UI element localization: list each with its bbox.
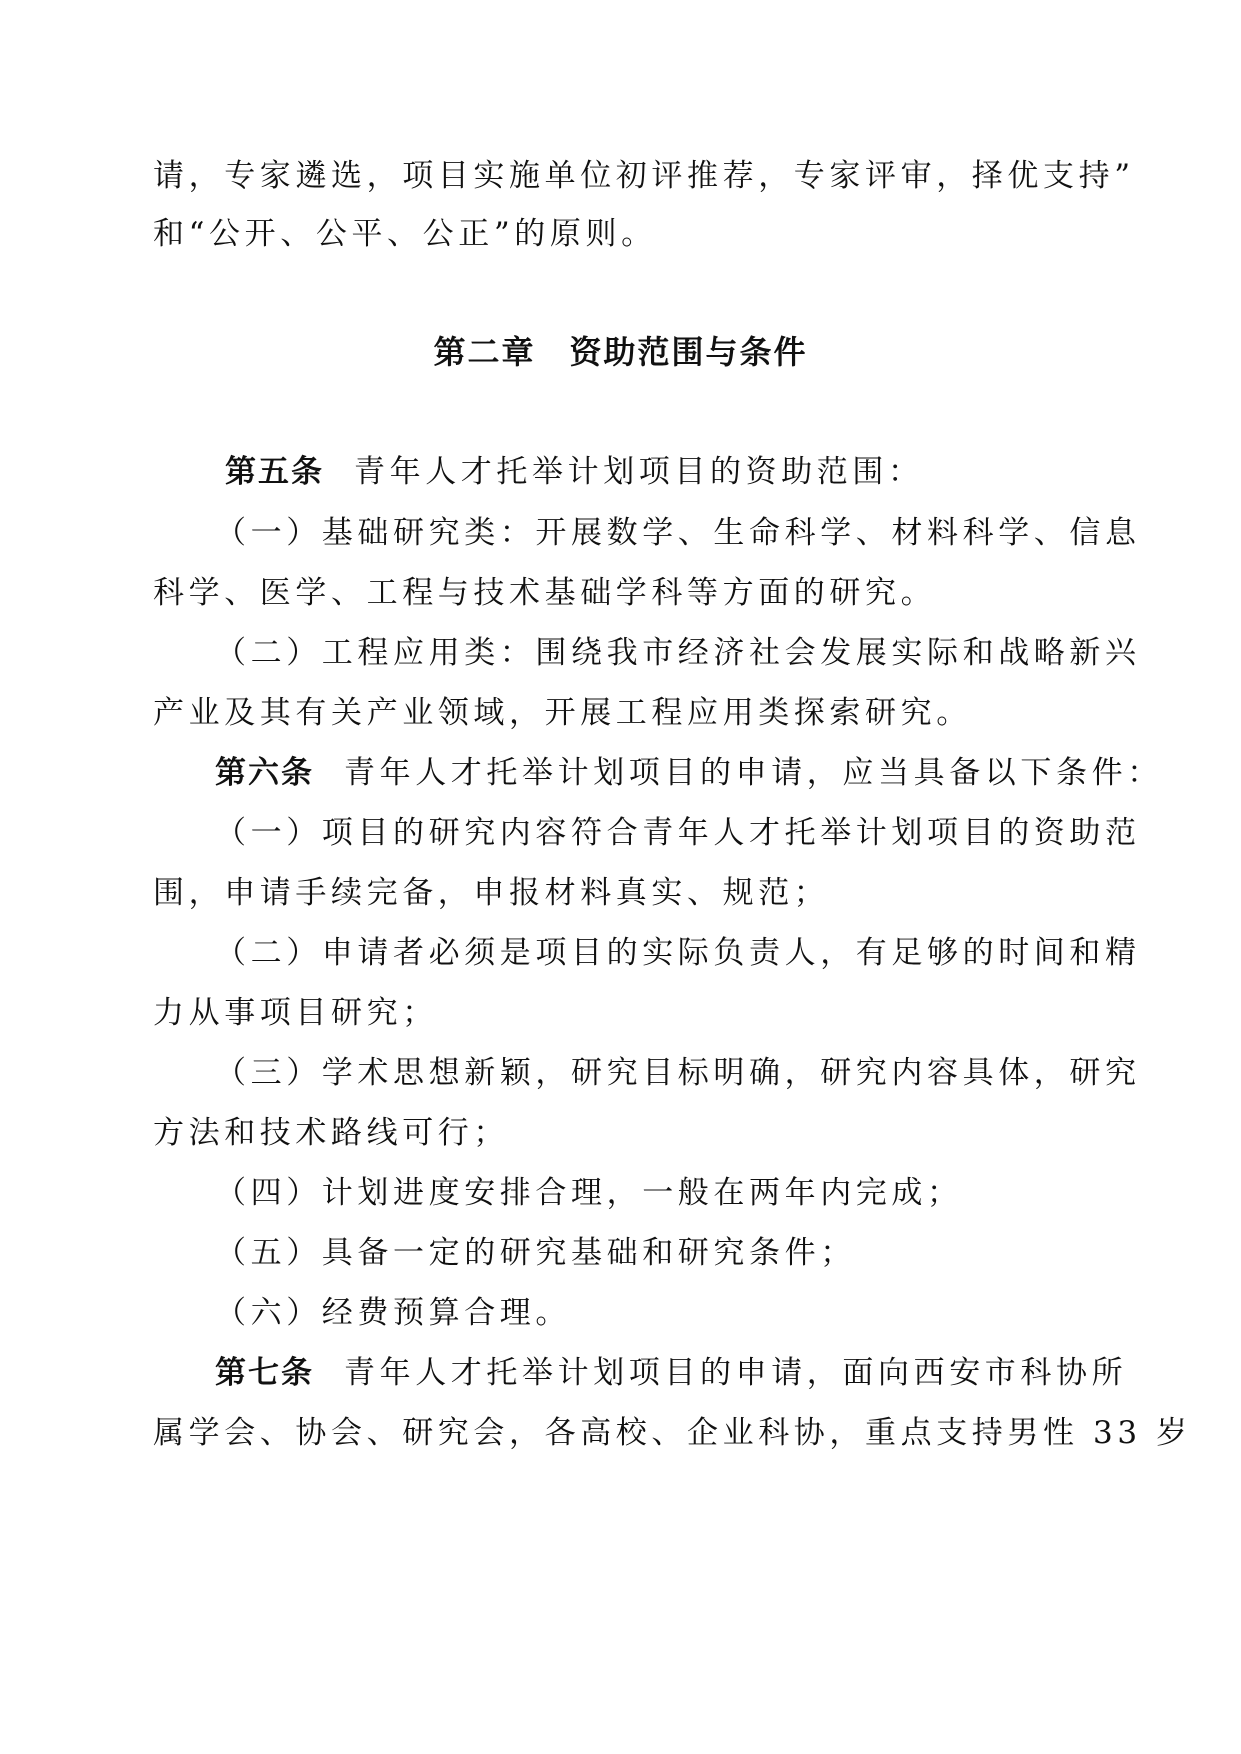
article-6-text: 青年人才托举计划项目的申请，应当具备以下条件：: [344, 755, 1163, 791]
article-5-line-1: [225, 452, 1088, 492]
article-6-item-1-line-2: 围，申请手续完备，申报材料真实、规范；: [153, 875, 830, 911]
article-6-number: 第六条: [215, 755, 314, 791]
article-6-item-4: （四）计划进度安排合理，一般在两年内完成；: [215, 1175, 963, 1211]
article-5-item-2-line-1: （二）工程应用类：围绕我市经济社会发展实际和战略新兴: [215, 635, 1141, 671]
article-6-item-2-line-2: 力从事项目研究；: [153, 995, 438, 1031]
article-7-line-1: [215, 1353, 1128, 1393]
article-7-text: 青年人才托举计划项目的申请，面向西安市科协所: [344, 1355, 1128, 1391]
intro-line-1: 请，专家遴选，项目实施单位初评推荐，专家评审，择优支持”: [153, 158, 1135, 194]
article-6-item-5: （五）具备一定的研究基础和研究条件；: [215, 1235, 856, 1271]
article-6-item-2-line-1: （二）申请者必须是项目的实际负责人，有足够的时间和精: [215, 935, 1141, 971]
article-5-item-1-line-2: 科学、医学、工程与技术基础学科等方面的研究。: [153, 575, 937, 611]
article-6-item-6: （六）经费预算合理。: [215, 1295, 571, 1331]
article-6-item-3-line-1: （三）学术思想新颖，研究目标明确，研究内容具体，研究: [215, 1055, 1141, 1091]
article-7-line-2: 属学会、协会、研究会，各高校、企业科协，重点支持男性 33 岁: [153, 1415, 1192, 1451]
intro-line-2: 和“公开、公平、公正”的原则。: [153, 216, 657, 252]
chapter-heading: 第二章 资助范围与条件: [433, 333, 808, 371]
article-6-item-3-line-2: 方法和技术路线可行；: [153, 1115, 509, 1151]
article-6-line-1: [215, 753, 1163, 793]
article-5-number: 第五条: [225, 454, 324, 490]
article-7-number: 第七条: [215, 1355, 314, 1391]
article-5-item-2-line-2: 产业及其有关产业领域，开展工程应用类探索研究。: [153, 695, 972, 731]
article-5-item-1-line-1: （一）基础研究类：开展数学、生命科学、材料科学、信息: [215, 515, 1141, 551]
article-6-item-1-line-1: （一）项目的研究内容符合青年人才托举计划项目的资助范: [215, 815, 1141, 851]
article-5-text: 青年人才托举计划项目的资助范围：: [354, 454, 924, 490]
